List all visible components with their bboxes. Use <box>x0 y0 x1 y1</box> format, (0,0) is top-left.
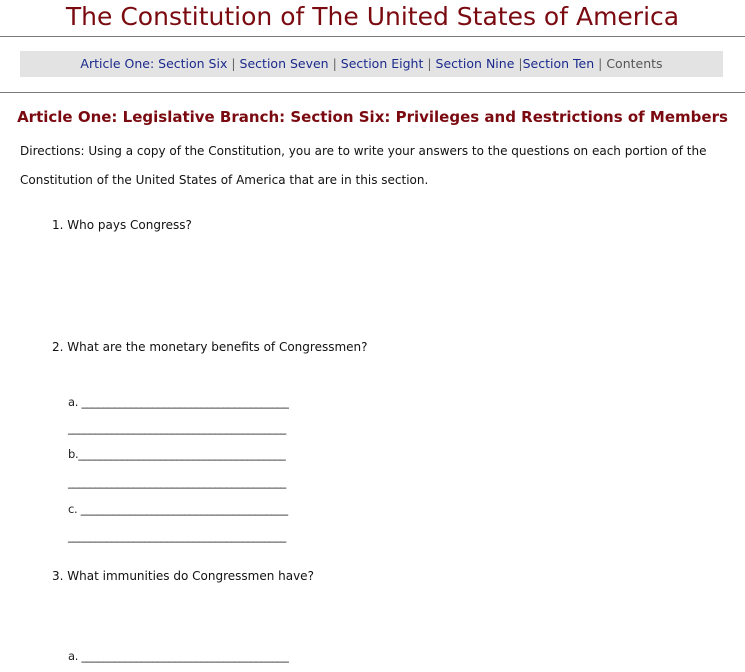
nav-link-section-ten[interactable]: Section Ten <box>522 56 595 71</box>
section-navigation-bar <box>20 51 723 77</box>
answer-line-2b: b.______________________________________ <box>68 447 286 461</box>
nav-link-section-eight[interactable]: Section Eight <box>340 56 424 71</box>
question-3: 3. What immunities do Congressmen have? <box>52 569 314 583</box>
answer-line-3a: a. ______________________________________ <box>68 649 289 663</box>
navigation-area <box>0 37 745 92</box>
answer-line-2c-continued: ________________________________________ <box>68 529 287 543</box>
nav-item-contents[interactable]: Contents <box>606 56 663 71</box>
nav-separator: | <box>231 56 236 71</box>
answer-line-2c: c. ______________________________________ <box>68 502 288 516</box>
directions-text: Directions: Using a copy of the Constitution, you are to write your answers to the questions on each portion of the Constitution of the United States of America that are in this section. <box>20 144 707 187</box>
nav-separator: | <box>518 56 523 71</box>
nav-link-section-six[interactable]: Article One: Section Six <box>80 56 228 71</box>
nav-link-section-nine[interactable]: Section Nine <box>435 56 515 71</box>
page-title: The Constitution of The United States of America <box>65 2 680 31</box>
question-1: 1. Who pays Congress? <box>52 218 192 232</box>
nav-link-section-seven[interactable]: Section Seven <box>239 56 329 71</box>
section-title: Article One: Legislative Branch: Section Six: Privileges and Restrictions of Members <box>17 108 728 126</box>
nav-separator: | <box>598 56 603 71</box>
question-2: 2. What are the monetary benefits of Congressmen? <box>52 340 368 354</box>
answer-line-2b-continued: ________________________________________ <box>68 475 287 489</box>
nav-separator: | <box>332 56 337 71</box>
nav-divider <box>0 92 745 93</box>
nav-separator: | <box>427 56 432 71</box>
answer-line-2a-continued: ________________________________________ <box>68 421 287 435</box>
answer-line-2a: a. ______________________________________ <box>68 395 289 409</box>
